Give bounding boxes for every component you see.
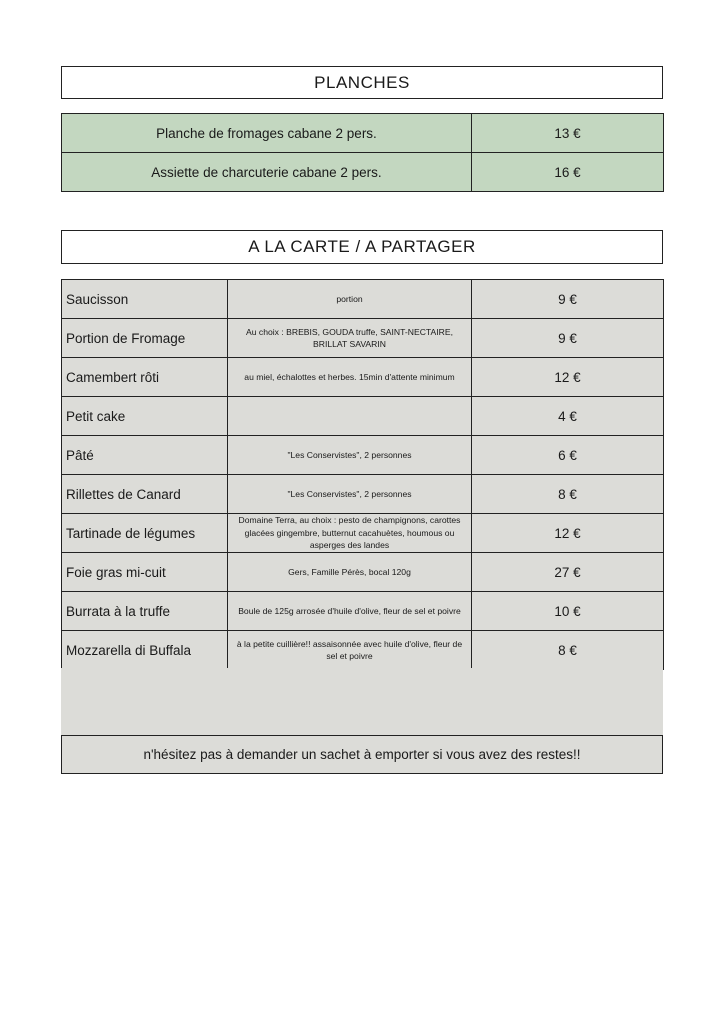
item-name: Assiette de charcuterie cabane 2 pers.	[62, 153, 472, 192]
item-name: Burrata à la truffe	[62, 592, 228, 631]
item-name: Petit cake	[62, 397, 228, 436]
blank-panel	[61, 668, 663, 735]
item-description: "Les Conservistes", 2 personnes	[228, 475, 472, 514]
item-description: portion	[228, 280, 472, 319]
table-row	[62, 514, 664, 553]
table-row	[62, 153, 664, 192]
item-price: 13 €	[472, 114, 664, 153]
item-description: à la petite cuillière!! assaisonnée avec huile d'olive, fleur de sel et poivre	[228, 631, 472, 670]
item-price: 12 €	[472, 358, 664, 397]
table-row	[62, 397, 664, 436]
item-description: au miel, échalottes et herbes. 15min d'attente minimum	[228, 358, 472, 397]
table-row	[62, 592, 664, 631]
item-description: "Les Conservistes", 2 personnes	[228, 436, 472, 475]
planches-title: PLANCHES	[61, 66, 663, 99]
table-row	[62, 358, 664, 397]
carte-table	[61, 279, 664, 670]
item-description: Domaine Terra, au choix : pesto de champignons, carottes glacées gingembre, butternut cacahuètes, houmous ou asperges des landes	[228, 514, 472, 553]
table-row	[62, 631, 664, 670]
item-price: 9 €	[472, 280, 664, 319]
table-row	[62, 319, 664, 358]
item-price: 12 €	[472, 514, 664, 553]
item-price: 6 €	[472, 436, 664, 475]
item-price: 9 €	[472, 319, 664, 358]
item-name: Rillettes de Canard	[62, 475, 228, 514]
item-price: 8 €	[472, 475, 664, 514]
carte-title: A LA CARTE / A PARTAGER	[61, 230, 663, 264]
item-price: 4 €	[472, 397, 664, 436]
table-row	[62, 475, 664, 514]
item-name: Tartinade de légumes	[62, 514, 228, 553]
item-description: Boule de 125g arrosée d'huile d'olive, fleur de sel et poivre	[228, 592, 472, 631]
item-description: Au choix : BREBIS, GOUDA truffe, SAINT-NECTAIRE, BRILLAT SAVARIN	[228, 319, 472, 358]
item-price: 16 €	[472, 153, 664, 192]
item-name: Mozzarella di Buffala	[62, 631, 228, 670]
item-name: Portion de Fromage	[62, 319, 228, 358]
item-name: Camembert rôti	[62, 358, 228, 397]
planches-table	[61, 113, 664, 192]
table-row	[62, 114, 664, 153]
item-name: Pâté	[62, 436, 228, 475]
item-name: Foie gras mi-cuit	[62, 553, 228, 592]
table-row	[62, 553, 664, 592]
item-description	[228, 397, 472, 436]
item-price: 8 €	[472, 631, 664, 670]
item-name: Saucisson	[62, 280, 228, 319]
item-price: 10 €	[472, 592, 664, 631]
table-row	[62, 436, 664, 475]
item-name: Planche de fromages cabane 2 pers.	[62, 114, 472, 153]
item-price: 27 €	[472, 553, 664, 592]
takeaway-note: n'hésitez pas à demander un sachet à emporter si vous avez des restes!!	[61, 735, 663, 774]
item-description: Gers, Famille Pérès, bocal 120g	[228, 553, 472, 592]
table-row	[62, 280, 664, 319]
